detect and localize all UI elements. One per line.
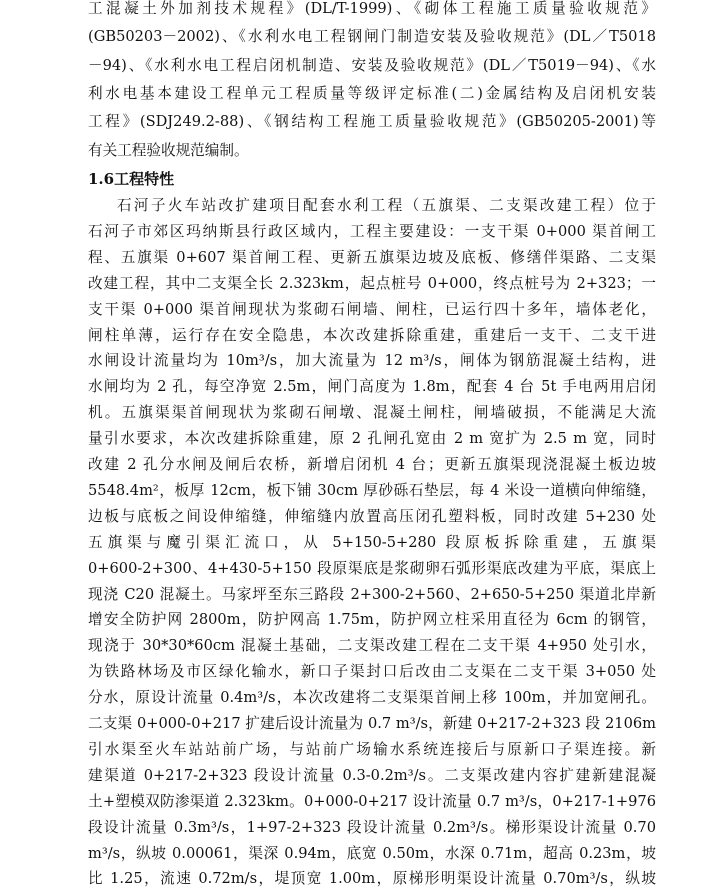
intro-line: (GB50203－2002)、《水利水电工程钢闸门制造安装及验收规范》(DL／T5018 — [88, 28, 656, 46]
body-line: 引水渠至火车站站前广场，与站前广场输水系统连接后与原新口子渠连接。新 — [88, 740, 656, 758]
body-line: 五旗渠与魔引渠汇流口，从 5+150-5+280 段原板拆除重建，五旗渠 — [88, 533, 656, 551]
intro-line: 工程》(SDJ249.2-88)、《钢结构工程施工质量验收规范》(GB50205-2001)等 — [88, 113, 656, 131]
body-line: 石河子市郊区玛纳斯县行政区域内，工程主要建设：一支干渠 0+000 渠首闸工 — [88, 222, 656, 240]
body-line: 机。五旗渠渠首闸现状为浆砌石闸墩、混凝土闸柱，闸墙破损，不能满足大流 — [88, 404, 656, 422]
body-line: 量引水要求，本次改建拆除重建，原 2 孔闸孔宽由 2 m 宽扩为 2.5 m 宽，同时 — [88, 430, 656, 448]
body-line: 土+塑模双防渗渠道 2.323km。0+000-0+217 设计流量 0.7 m³/s，0+217-1+976 — [88, 792, 656, 810]
body-line: m³/s，纵坡 0.00061，渠深 0.94m，底宽 0.50m，水深 0.71m，超高 0.23m，坡 — [88, 844, 656, 862]
body-line: 现浇于 30*30*60cm 混凝土基础，二支渠改建工程在二支干渠 4+950 处引水， — [88, 637, 656, 655]
intro-line: 有关工程验收规范编制。 — [88, 141, 249, 159]
body-line: 现浇 C20 混凝土。马家坪至东三路段 2+300-2+560、2+650-5+250 渠道北岸新 — [88, 585, 656, 603]
body-line: 改建 2 孔分水闸及闸后农桥，新增启闭机 4 台；更新五旗渠现浇混凝土板边坡 — [88, 456, 656, 473]
body-line: 5548.4m²，板厚 12cm，板下铺 30cm 厚砂砾石垫层，每 4 米设一道横向伸缩缝， — [88, 481, 656, 499]
body-line: 0+600-2+300、4+430-5+150 段原渠底是浆砌卵石弧形渠底改建为平底，渠底上 — [88, 559, 656, 577]
body-line: 二支渠 0+000-0+217 扩建后设计流量为 0.7 m³/s，新建 0+217-2+323 段 2106m — [88, 715, 656, 732]
body-line: 石河子火车站改扩建项目配套水利工程（五旗渠、二支渠改建工程）位于 — [117, 197, 656, 214]
body-line: 水闸均为 2 孔，每空净宽 2.5m，闸门高度为 1.8m，配套 4 台 5t 手电两用启闭 — [88, 378, 656, 396]
body-line: 水闸设计流量均为 10m³/s，加大流量为 12 m³/s，闸体为钢筋混凝土结构，进 — [88, 352, 656, 370]
body-line: 分水，原设计流量 0.4m³/s，本次改建将二支渠渠首闸上移 100m，并加宽闸孔。 — [88, 689, 656, 707]
body-line: 支干渠 0+000 渠首闸现状为浆砌石闸墙、闸柱，已运行四十多年，墙体老化， — [88, 300, 656, 318]
body-line: 程、五旗渠 0+607 渠首闸工程、更新五旗渠边坡及底板、修缮伴渠路、二支渠 — [88, 248, 656, 266]
body-line: 建渠道 0+217-2+323 段设计流量 0.3-0.2m³/s。二支渠改建内容扩建新建混凝 — [88, 766, 656, 784]
body-line: 闸柱单薄，运行存在安全隐患，本次改建拆除重建，重建后一支干、二支干进 — [88, 326, 656, 344]
body-line: 增安全防护网 2800m，防护网高 1.75m，防护网立柱采用直径为 6cm 的钢管， — [88, 611, 656, 629]
section-heading: 1.6工程特性 — [88, 170, 175, 188]
body-line: 段设计流量 0.3m³/s，1+97-2+323 段设计流量 0.2m³/s。梯形渠设计流量 0.70 — [88, 818, 656, 836]
body-line: 边板与底板之间设伸缩缝，伸缩缝内放置高压闭孔塑料板，同时改建 5+230 处 — [88, 507, 656, 525]
body-line: 为铁路林场及市区绿化输水，新口子渠封口后改由二支渠在二支干渠 3+050 处 — [88, 663, 656, 681]
intro-line: －94)、《水利水电工程启闭机制造、安装及验收规范》(DL／T5019－94)、《水 — [88, 56, 656, 74]
body-line: 改建工程，其中二支渠全长 2.323km，起点桩号 0+000，终点桩号为 2+323；一 — [88, 274, 656, 292]
body-line: 比 1.25，流速 0.72m/s，堤顶宽 1.00m，原梯形明渠设计流量 0.70m³/s，纵坡 — [88, 870, 656, 888]
intro-line: 工混凝土外加剂技术规程》(DL/T-1999)、《砌体工程施工质量验收规范》 — [88, 0, 656, 17]
intro-line: 利水电基本建设工程单元工程质量等级评定标准(二)金属结构及启闭机安装 — [88, 84, 656, 102]
